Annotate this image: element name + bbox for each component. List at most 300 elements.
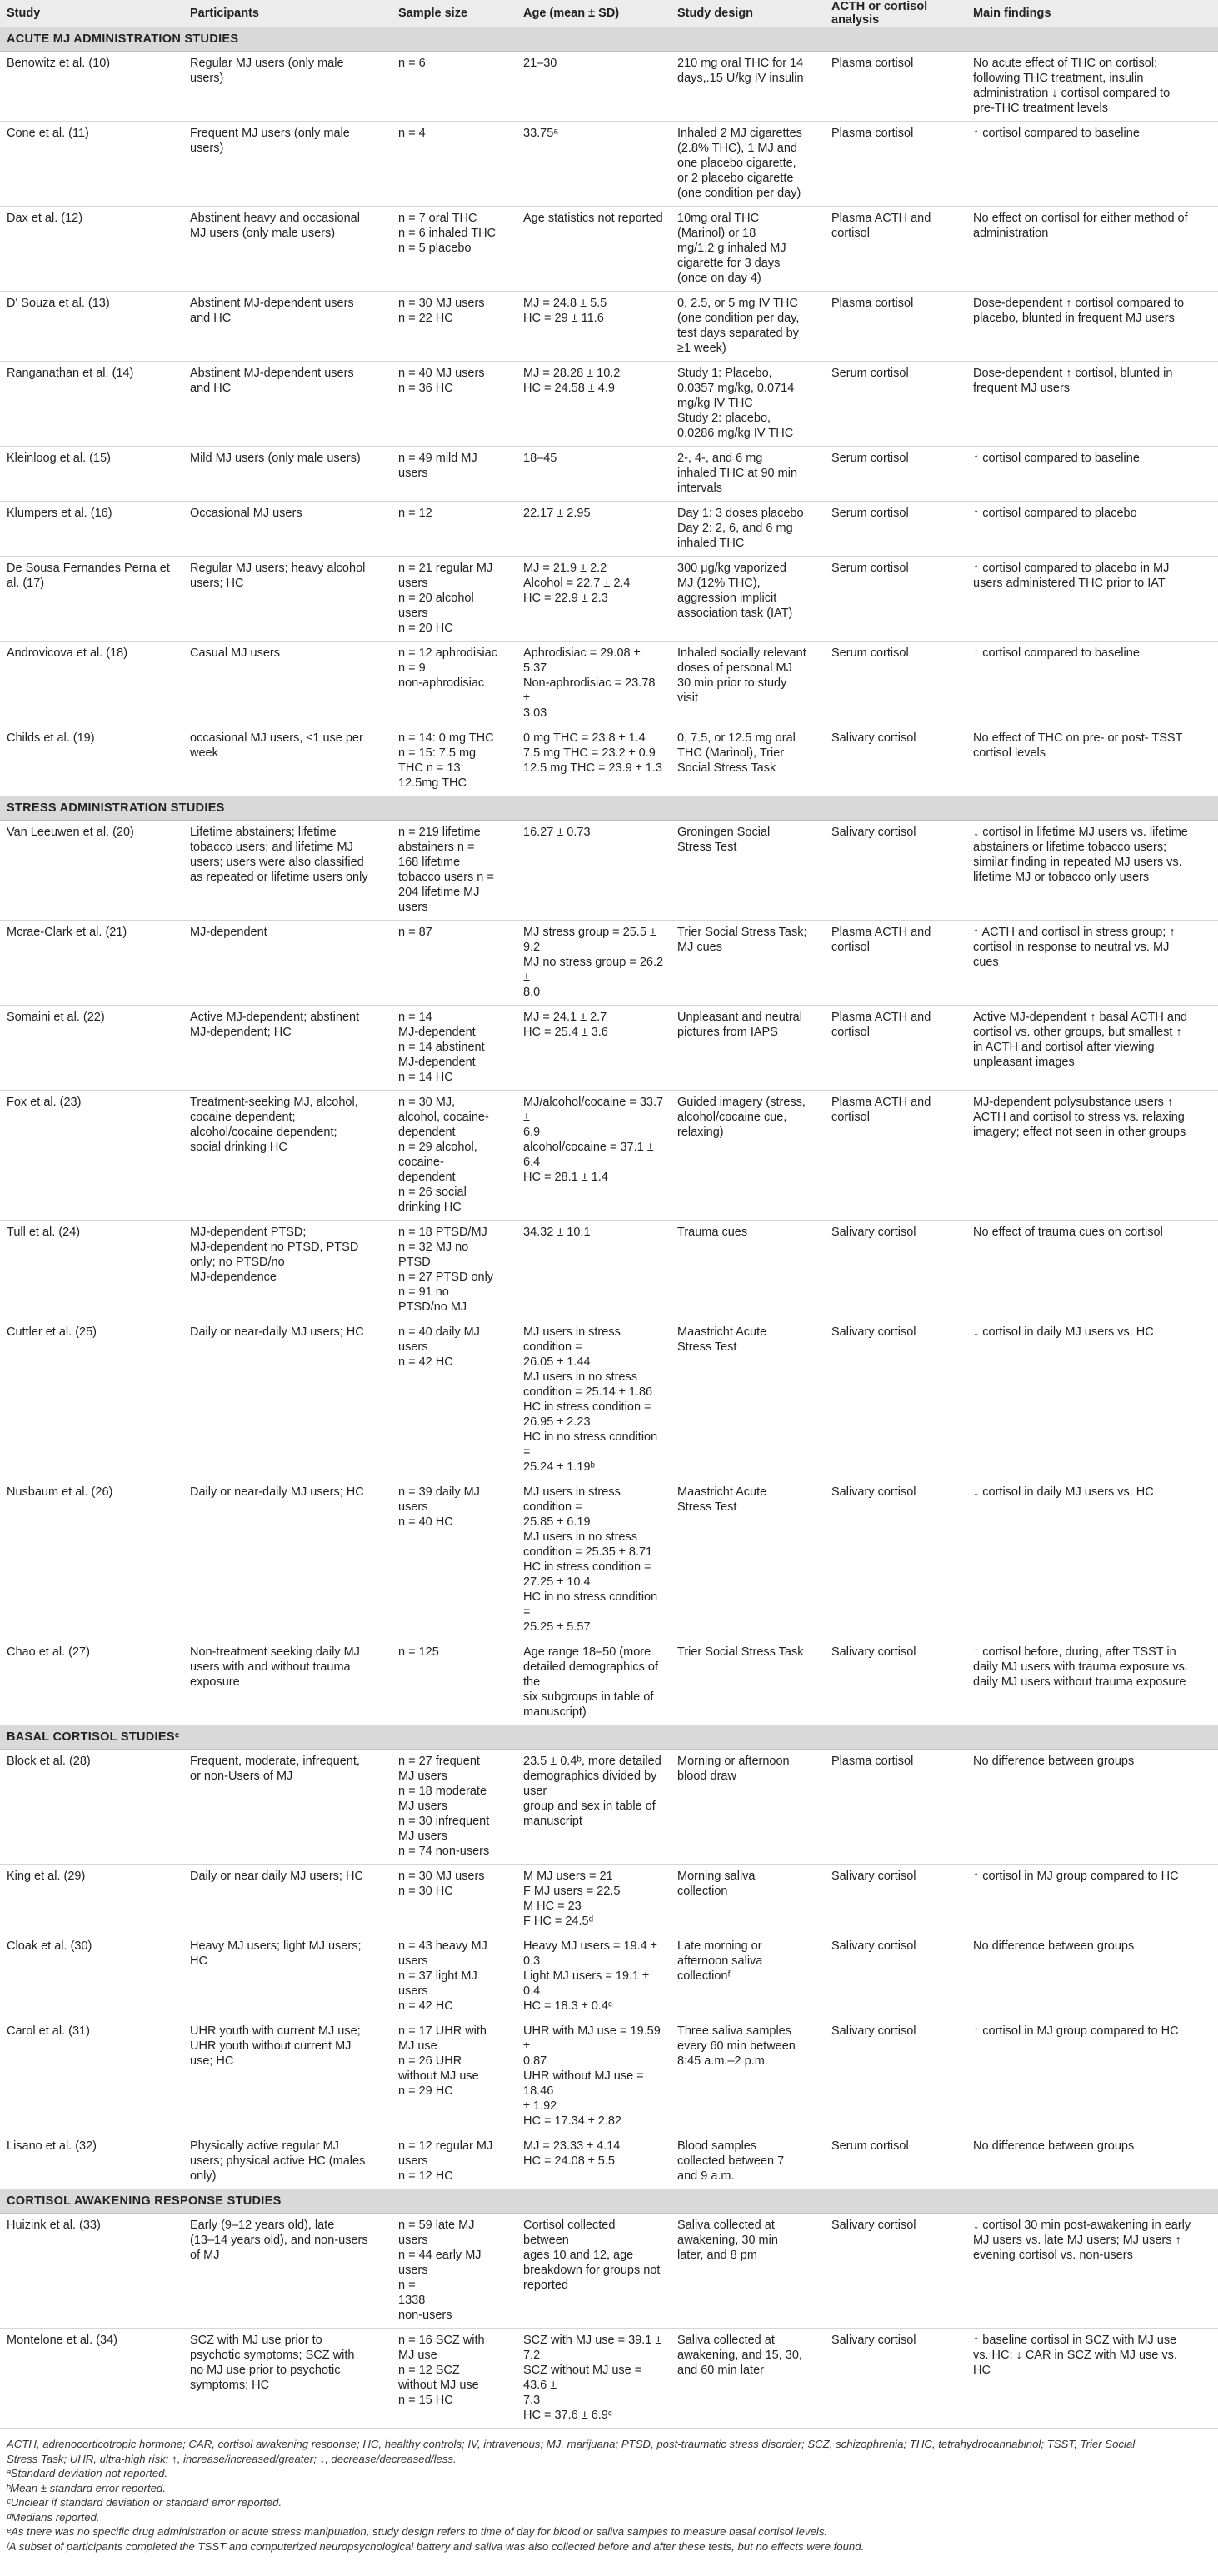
cell-line: n = 42 HC	[398, 1999, 453, 2013]
cell-line: evening cortisol vs. non-users	[973, 2249, 1133, 2262]
study-cell	[0, 362, 183, 447]
cell-line: Lifetime abstainers; lifetime	[190, 826, 337, 839]
cell-line: users; users were also classified	[190, 856, 364, 869]
cell-line: alcohol, cocaine-	[398, 1111, 489, 1124]
cell-line: cortisol levels	[973, 746, 1046, 760]
age-cell	[517, 207, 671, 292]
main-findings-cell	[966, 921, 1218, 1006]
study-citation: Huizink et al. (33)	[7, 2219, 101, 2232]
cell-line: Day 2: 2, 6, and 6 mg	[677, 522, 793, 535]
cell-line: HC = 17.34 ± 2.82	[523, 2114, 621, 2128]
cell-line: demographics divided by user	[523, 1770, 657, 1798]
cell-line: alcohol/cocaine = 37.1 ± 6.4	[523, 1141, 654, 1169]
sample-size-cell	[392, 642, 517, 726]
cell-line: 12.5 mg THC = 23.9 ± 1.3	[523, 761, 662, 775]
cell-line: tobacco users n =	[398, 871, 494, 884]
section-header-row	[0, 2189, 1218, 2214]
cell-line: n = 74 non-users	[398, 1845, 490, 1858]
participants-cell	[183, 1480, 392, 1640]
cell-line: Inhaled 2 MJ cigarettes	[677, 127, 802, 140]
analysis-cell	[825, 2329, 966, 2429]
cell-line: Cortisol collected between	[523, 2219, 616, 2247]
cell-line: cortisol in response to neutral vs. MJ	[973, 941, 1170, 954]
column-header-age: Age (mean ± SD)	[517, 0, 671, 27]
cell-line: Age statistics not reported	[523, 212, 663, 225]
cell-line: doses of personal MJ	[677, 661, 792, 675]
cell-line: without MJ use	[398, 2379, 479, 2392]
cell-line: MJ users	[398, 1830, 447, 1843]
cell-line: users	[398, 2264, 428, 2277]
study-citation: Block et al. (28)	[7, 1755, 91, 1768]
sample-size-cell	[392, 1480, 517, 1640]
main-findings-cell	[966, 1934, 1218, 2019]
study-citation: Ranganathan et al. (14)	[7, 367, 134, 380]
cell-line: condition = 25.35 ± 8.71	[523, 1545, 653, 1559]
study-design-cell	[671, 1865, 825, 1934]
sample-size-cell	[392, 122, 517, 207]
cell-line: abstainers n =	[398, 841, 475, 854]
study-citation: Tull et al. (24)	[7, 1226, 81, 1239]
participants-cell	[183, 1006, 392, 1091]
study-citation: Carol et al. (31)	[7, 2024, 90, 2038]
cell-line: HC in stress condition =	[523, 1400, 651, 1414]
cell-line: ↑ cortisol compared to baseline	[973, 127, 1140, 140]
cell-line: n = 12 SCZ	[398, 2364, 460, 2377]
study-design-cell	[671, 292, 825, 362]
cell-line: HC = 28.1 ± 1.4	[523, 1171, 608, 1184]
cell-line: (one condition per day)	[677, 187, 801, 200]
participants-cell	[183, 52, 392, 122]
study-design-cell	[671, 207, 825, 292]
cell-line: Stress Test	[677, 1500, 737, 1514]
cell-line: HC = 25.4 ± 3.6	[523, 1026, 608, 1039]
cell-line: n = 29 HC	[398, 2084, 453, 2098]
cell-line: awakening, and 15, 30,	[677, 2349, 802, 2362]
cell-line: ↓ cortisol in daily MJ users vs. HC	[973, 1325, 1154, 1339]
table-row	[0, 921, 1218, 1006]
table-row	[0, 2134, 1218, 2189]
study-citation: King et al. (29)	[7, 1870, 86, 1883]
cell-line: users	[398, 1500, 428, 1514]
cell-line: n = 7 oral THC	[398, 212, 477, 225]
study-cell	[0, 642, 183, 726]
table-row	[0, 1221, 1218, 1320]
cell-line: SCZ with MJ use prior to	[190, 2334, 322, 2347]
cell-line: (one condition per day,	[677, 312, 800, 325]
study-design-cell	[671, 1750, 825, 1865]
study-citation: Childs et al. (19)	[7, 731, 95, 745]
main-findings-cell	[966, 2329, 1218, 2429]
cell-line: Treatment-seeking MJ, alcohol,	[190, 1096, 358, 1109]
table-row	[0, 726, 1218, 796]
cell-line: Salivary cortisol	[831, 1645, 916, 1659]
cell-line: condition = 25.14 ± 1.86	[523, 1385, 653, 1399]
study-citation: De Sousa Fernandes Perna et al. (17)	[7, 562, 170, 590]
main-findings-cell	[966, 821, 1218, 921]
analysis-cell	[825, 1640, 966, 1725]
cell-line: Early (9–12 years old), late	[190, 2219, 335, 2232]
cell-line: Heavy MJ users; light MJ users;	[190, 1939, 362, 1953]
study-design-cell	[671, 726, 825, 796]
cell-line: only; no PTSD/no	[190, 1256, 285, 1269]
cell-line: non-users	[398, 2309, 452, 2322]
main-findings-cell	[966, 726, 1218, 796]
cell-line: Plasma ACTH and cortisol	[831, 926, 931, 954]
cell-line: Unpleasant and neutral	[677, 1011, 802, 1024]
footnote: ᶠA subset of participants completed the TSST and computerized neuropsychological battery and saliva was also collected before and after these tests, but no effects were found.	[7, 2539, 865, 2553]
cell-line: Serum cortisol	[831, 562, 909, 575]
section-title: BASAL CORTISOL STUDIESᵉ	[0, 1725, 1218, 1750]
cell-line: n = 59 late MJ	[398, 2219, 475, 2232]
study-citation: Benowitz et al. (10)	[7, 57, 111, 70]
cell-line: n = 30 MJ,	[398, 1096, 456, 1109]
analysis-cell	[825, 122, 966, 207]
cell-line: n = 40 HC	[398, 1515, 453, 1529]
table-row	[0, 1640, 1218, 1725]
cell-line: Abstinent MJ-dependent users	[190, 367, 354, 380]
cell-line: Plasma cortisol	[831, 57, 914, 70]
cell-line: Morning or afternoon	[677, 1755, 790, 1768]
cell-line: MJ-dependent	[398, 1026, 476, 1039]
participants-cell	[183, 362, 392, 447]
cell-line: MJ = 21.9 ± 2.2	[523, 562, 607, 575]
cell-line: HC in stress condition =	[523, 1560, 651, 1574]
study-citation: Kleinloog et al. (15)	[7, 452, 111, 465]
cell-line: unpleasant images	[973, 1056, 1075, 1069]
age-cell	[517, 447, 671, 502]
cell-line: 0.0286 mg/kg IV THC	[677, 427, 794, 440]
cell-line: Social Stress Task	[677, 761, 776, 775]
cell-line: ± 1.92	[523, 2099, 557, 2113]
sample-size-cell	[392, 726, 517, 796]
study-design-cell	[671, 557, 825, 642]
age-cell	[517, 1750, 671, 1865]
column-header-analysis: ACTH or cortisol analysis	[825, 0, 966, 27]
cell-line: n = 22 HC	[398, 312, 453, 325]
cell-line: intervals	[677, 482, 722, 495]
study-design-cell	[671, 2134, 825, 2189]
cell-line: 30 min prior to study	[677, 676, 787, 690]
cell-line: days,.15 U/kg IV insulin	[677, 72, 804, 85]
cell-line: visit	[677, 691, 698, 705]
cell-line: 300 μg/kg vaporized	[677, 562, 786, 575]
cell-line: ↓ cortisol in lifetime MJ users vs. lifetime	[973, 826, 1188, 839]
table-row	[0, 122, 1218, 207]
cell-line: HC = 24.08 ± 5.5	[523, 2154, 615, 2168]
cell-line: Saliva collected at	[677, 2219, 775, 2232]
study-cell	[0, 292, 183, 362]
sample-size-cell	[392, 502, 517, 557]
sample-size-cell	[392, 207, 517, 292]
cell-line: No difference between groups	[973, 2139, 1135, 2153]
analysis-cell	[825, 1934, 966, 2019]
cell-line: Study 2: placebo,	[677, 412, 771, 425]
participants-cell	[183, 1934, 392, 2019]
study-design-cell	[671, 642, 825, 726]
cell-line: n = 43 heavy MJ	[398, 1939, 487, 1953]
cell-line: 0.87	[523, 2054, 547, 2068]
study-design-cell	[671, 2329, 825, 2429]
study-cell	[0, 921, 183, 1006]
cell-line: (2.8% THC), 1 MJ and	[677, 142, 797, 155]
table-footnotes	[0, 2429, 1218, 2554]
sample-size-cell	[392, 1640, 517, 1725]
study-citation: Chao et al. (27)	[7, 1645, 90, 1659]
age-cell	[517, 1480, 671, 1640]
cell-line: 7.2	[523, 2349, 541, 2362]
cell-line: n = 30 MJ users	[398, 297, 485, 310]
cell-line: ACTH and cortisol to stress vs. relaxing	[973, 1111, 1185, 1124]
cell-line: F MJ users = 22.5	[523, 1885, 621, 1898]
sample-size-cell	[392, 52, 517, 122]
cell-line: Trier Social Stress Task	[677, 1645, 804, 1659]
participants-cell	[183, 726, 392, 796]
cell-line: only)	[190, 2169, 217, 2183]
cell-line: mg/1.2 g inhaled MJ	[677, 242, 786, 255]
cell-line: HC	[190, 1954, 207, 1968]
cell-line: MJ no stress group = 26.2 ±	[523, 956, 664, 984]
cell-line: tobacco users; and lifetime MJ	[190, 841, 353, 854]
age-cell	[517, 921, 671, 1006]
cell-line: manuscript	[523, 1815, 582, 1828]
participants-cell	[183, 557, 392, 642]
cell-line: n = 27 frequent	[398, 1755, 480, 1768]
cell-line: imagery; effect not seen in other groups	[973, 1126, 1186, 1139]
cell-line: Heavy MJ users = 19.4 ± 0.3	[523, 1939, 657, 1968]
study-citation: Cone et al. (11)	[7, 127, 89, 140]
cell-line: users	[398, 901, 428, 914]
cell-line: collection	[677, 1885, 728, 1898]
age-cell	[517, 1865, 671, 1934]
age-cell	[517, 2019, 671, 2134]
age-cell	[517, 1934, 671, 2019]
cell-line: HC in no stress condition =	[523, 1430, 658, 1459]
table-row	[0, 1865, 1218, 1934]
cell-line: Three saliva samples	[677, 2024, 791, 2038]
participants-cell	[183, 642, 392, 726]
main-findings-cell	[966, 557, 1218, 642]
cell-line: later, and 8 pm	[677, 2249, 757, 2262]
age-cell	[517, 122, 671, 207]
cell-line: n = 49 mild MJ	[398, 452, 477, 465]
footnote: ᵈMedians reported.	[7, 2510, 100, 2524]
cell-line: every 60 min between	[677, 2039, 796, 2053]
cell-line: 25.85 ± 6.19	[523, 1515, 591, 1529]
cell-line: Casual MJ users	[190, 646, 280, 660]
cell-line: n = 42 HC	[398, 1355, 453, 1369]
analysis-cell	[825, 207, 966, 292]
cell-line: n = 14	[398, 1011, 432, 1024]
cell-line: Light MJ users = 19.1 ± 0.4	[523, 1969, 650, 1998]
cell-line: ≥1 week)	[677, 342, 726, 355]
cell-line: Salivary cortisol	[831, 1939, 916, 1953]
participants-cell	[183, 1865, 392, 1934]
cell-line: MJ-dependence	[190, 1271, 277, 1284]
cell-line: HC = 37.6 ± 6.9ᶜ	[523, 2409, 612, 2422]
cell-line: collected between 7	[677, 2154, 785, 2168]
cell-line: MJ use	[398, 2349, 437, 2362]
cell-line: users	[398, 1340, 428, 1354]
study-citation: Lisano et al. (32)	[7, 2139, 97, 2153]
study-cell	[0, 447, 183, 502]
study-cell	[0, 1480, 183, 1640]
cell-line: Salivary cortisol	[831, 1226, 916, 1239]
age-cell	[517, 557, 671, 642]
cell-line: n = 40 MJ users	[398, 367, 485, 380]
section-title: STRESS ADMINISTRATION STUDIES	[0, 796, 1218, 821]
cell-line: Stress Test	[677, 1340, 737, 1354]
cell-line: 26.95 ± 2.23	[523, 1415, 591, 1429]
cell-line: n = 15: 7.5 mg	[398, 746, 477, 760]
study-cell	[0, 122, 183, 207]
main-findings-cell	[966, 642, 1218, 726]
cell-line: and 9 a.m.	[677, 2169, 735, 2183]
column-header-participants: Participants	[183, 0, 392, 27]
cell-line: 8:45 a.m.–2 p.m.	[677, 2054, 768, 2068]
cell-line: one placebo cigarette,	[677, 157, 796, 170]
cell-line: No difference between groups	[973, 1939, 1135, 1953]
cell-line: n = 14: 0 mg THC	[398, 731, 494, 745]
cell-line: Late morning or	[677, 1939, 762, 1953]
cell-line: ↑ cortisol in MJ group compared to HC	[973, 1870, 1179, 1883]
age-cell	[517, 1221, 671, 1320]
table-row	[0, 362, 1218, 447]
cell-line: HC = 29 ± 11.6	[523, 312, 604, 325]
cell-line: non-aphrodisiac	[398, 676, 485, 690]
age-cell	[517, 362, 671, 447]
section-header-row	[0, 1725, 1218, 1750]
study-cell	[0, 821, 183, 921]
cell-line: n = 26 social	[398, 1186, 467, 1199]
study-cell	[0, 1006, 183, 1091]
study-design-cell	[671, 1480, 825, 1640]
cell-line: as repeated or lifetime users only	[190, 871, 368, 884]
cell-line: 7.3	[523, 2394, 541, 2407]
cell-line: ↑ cortisol in MJ group compared to HC	[973, 2024, 1179, 2038]
sample-size-cell	[392, 1006, 517, 1091]
study-cell	[0, 1750, 183, 1865]
cell-line: cues	[973, 956, 999, 969]
cell-line: ↑ cortisol compared to baseline	[973, 452, 1140, 465]
participants-cell	[183, 1221, 392, 1320]
study-cell	[0, 1865, 183, 1934]
age-cell	[517, 726, 671, 796]
cell-line: social drinking HC	[190, 1141, 287, 1154]
cell-line: Trier Social Stress Task;	[677, 926, 807, 939]
footnote: ᶜUnclear if standard deviation or standard error reported.	[7, 2496, 282, 2509]
cell-line: abstainers or lifetime tobacco users;	[973, 841, 1167, 854]
study-citation: Nusbaum et al. (26)	[7, 1485, 113, 1499]
main-findings-cell	[966, 502, 1218, 557]
cell-line: n = 30 MJ users	[398, 1870, 485, 1883]
cell-line: MJ = 24.1 ± 2.7	[523, 1011, 607, 1024]
cell-line: users with and without trauma	[190, 1660, 351, 1674]
cell-line: n = 15 HC	[398, 2394, 453, 2407]
cell-line: MJ/alcohol/cocaine = 33.7 ±	[523, 1096, 664, 1124]
cell-line: HC = 24.58 ± 4.9	[523, 382, 615, 395]
cell-line: Regular MJ users; heavy alcohol	[190, 562, 366, 575]
cell-line: blood draw	[677, 1770, 736, 1783]
sample-size-cell	[392, 2019, 517, 2134]
header-row	[0, 0, 1218, 27]
footnote: ᵃStandard deviation not reported.	[7, 2467, 168, 2479]
sample-size-cell	[392, 292, 517, 362]
cell-line: Salivary cortisol	[831, 1485, 916, 1499]
participants-cell	[183, 207, 392, 292]
cell-line: 3.03	[523, 706, 547, 720]
cell-line: SCZ with MJ use = 39.1 ±	[523, 2334, 662, 2347]
analysis-cell	[825, 292, 966, 362]
participants-cell	[183, 292, 392, 362]
cell-line: placebo, blunted in frequent MJ users	[973, 312, 1175, 325]
cell-line: 2-, 4-, and 6 mg	[677, 452, 763, 465]
study-cell	[0, 1934, 183, 2019]
age-cell	[517, 502, 671, 557]
cell-line: without MJ use	[398, 2069, 479, 2083]
analysis-cell	[825, 52, 966, 122]
cell-line: THC (Marinol), Trier	[677, 746, 785, 760]
cell-line: Physically active regular MJ	[190, 2139, 339, 2153]
study-cell	[0, 2214, 183, 2329]
cell-line: detailed demographics of the	[523, 1660, 659, 1689]
participants-cell	[183, 2134, 392, 2189]
cell-line: n = 37 light MJ	[398, 1969, 477, 1983]
cell-line: 1338	[398, 2294, 426, 2307]
cell-line: Saliva collected at	[677, 2334, 775, 2347]
cell-line: 0, 2.5, or 5 mg IV THC	[677, 297, 798, 310]
cell-line: Salivary cortisol	[831, 1870, 916, 1883]
cell-line: users; HC	[190, 577, 244, 590]
cell-line: MJ-dependent PTSD;	[190, 1226, 307, 1239]
study-citation: D' Souza et al. (13)	[7, 297, 110, 310]
cell-line: lifetime MJ or tobacco only users	[973, 871, 1150, 884]
cell-line: Serum cortisol	[831, 452, 909, 465]
cell-line: HC	[973, 2364, 991, 2377]
cell-line: MJ users in no stress	[523, 1370, 637, 1384]
study-design-cell	[671, 52, 825, 122]
main-findings-cell	[966, 122, 1218, 207]
cell-line: ↓ cortisol 30 min post-awakening in early	[973, 2219, 1191, 2232]
cell-line: no MJ use prior to psychotic	[190, 2364, 341, 2377]
cell-line: Aphrodisiac = 29.08 ± 5.37	[523, 646, 641, 675]
cell-line: MJ users	[398, 1800, 447, 1813]
cell-line: Daily or near-daily MJ users; HC	[190, 1485, 364, 1499]
cell-line: Trauma cues	[677, 1226, 748, 1239]
study-citation: Van Leeuwen et al. (20)	[7, 826, 134, 839]
cell-line: n = 40 daily MJ	[398, 1325, 480, 1339]
cell-line: 6.9	[523, 1126, 541, 1139]
cell-line: inhaled THC at 90 min	[677, 467, 798, 480]
cell-line: 25.24 ± 1.19ᵇ	[523, 1460, 595, 1474]
study-design-cell	[671, 1934, 825, 2019]
cell-line: 168 lifetime	[398, 856, 461, 869]
analysis-cell	[825, 1221, 966, 1320]
cell-line: alcohol/cocaine cue,	[677, 1111, 787, 1124]
cell-line: Plasma ACTH and cortisol	[831, 1096, 931, 1124]
cell-line: PTSD	[398, 1256, 431, 1269]
cell-line: 18–45	[523, 452, 557, 465]
column-header-main-findings: Main findings	[966, 0, 1218, 27]
cell-line: n = 20 HC	[398, 622, 453, 635]
cell-line: n = 20 alcohol	[398, 592, 474, 605]
analysis-cell	[825, 921, 966, 1006]
cell-line: users)	[190, 72, 224, 85]
cell-line: n = 21 regular MJ	[398, 562, 493, 575]
cell-line: users	[398, 1954, 428, 1968]
study-citation: Dax et al. (12)	[7, 212, 83, 225]
participants-cell	[183, 1320, 392, 1480]
cell-line: Frequent MJ users (only male	[190, 127, 350, 140]
